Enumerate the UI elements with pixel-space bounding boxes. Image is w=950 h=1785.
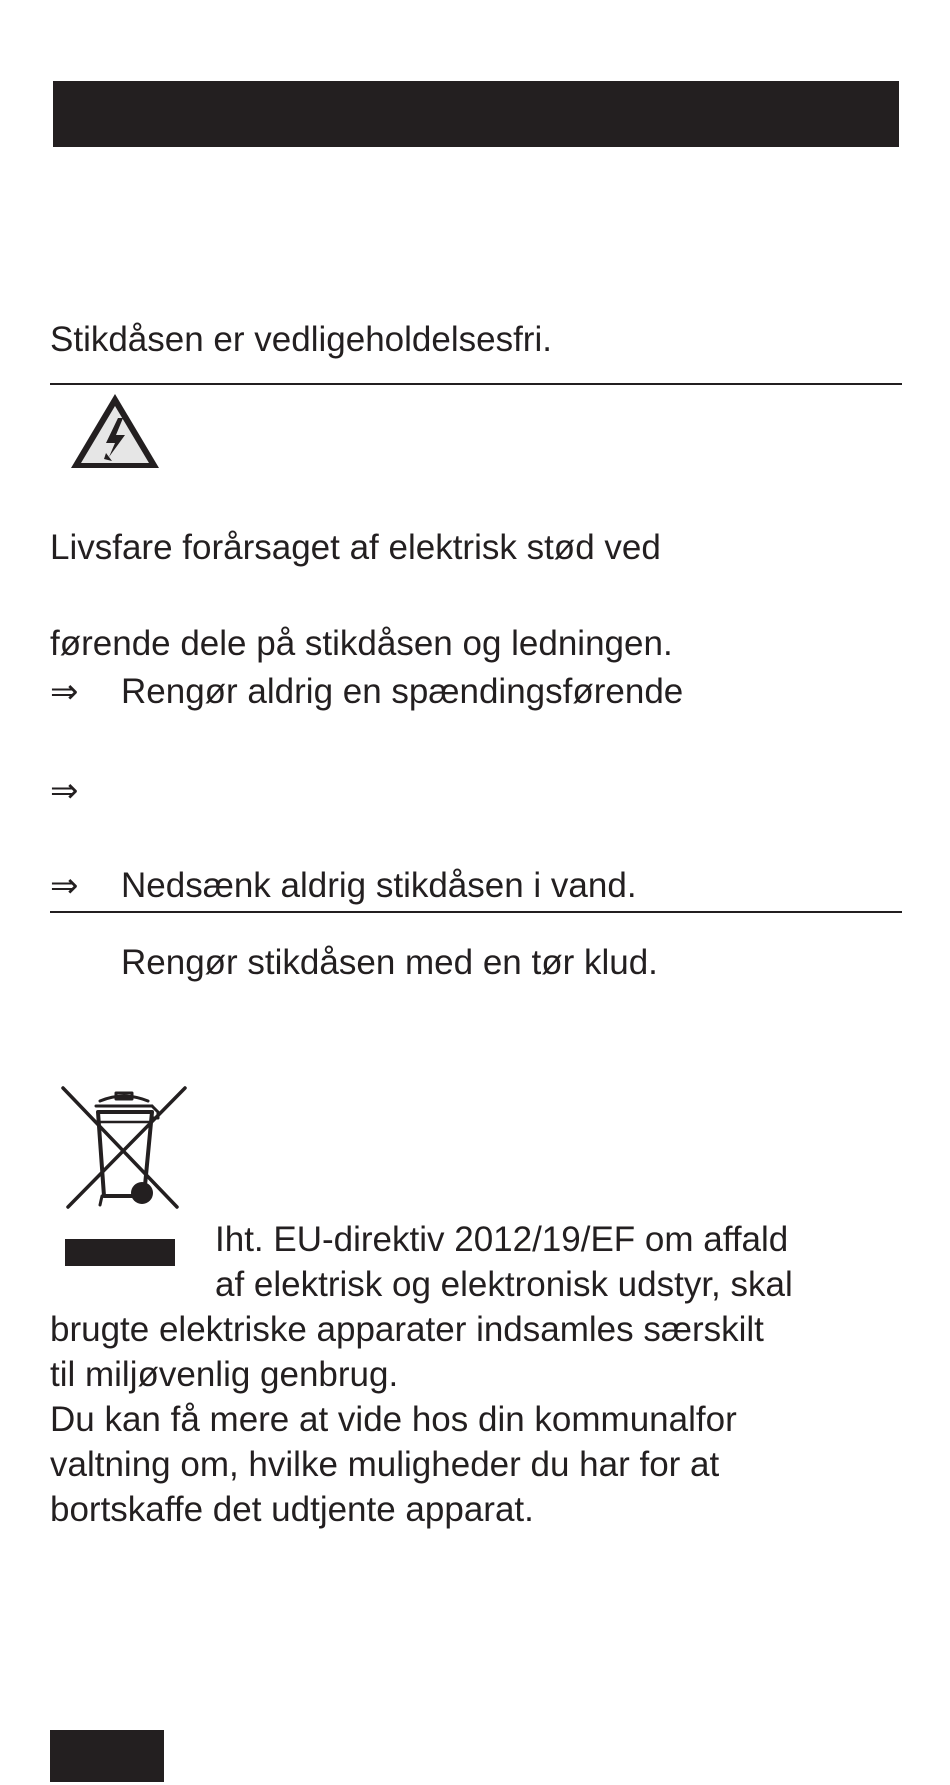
divider — [50, 911, 902, 913]
disposal-line-3: brugte elektriske apparater indsamles særskilt — [50, 1310, 764, 1349]
electric-hazard-warning-icon — [68, 391, 162, 471]
disposal-line-7: bortskaffe det udtjente apparat. — [50, 1490, 534, 1529]
divider — [50, 383, 902, 385]
section-header-bar — [53, 81, 899, 147]
warning-line-2: førende dele på stikdåsen og ledningen. — [50, 624, 673, 663]
disposal-line-5: Du kan få mere at vide hos din kommunalfor — [50, 1400, 737, 1439]
disposal-line-4: til miljøvenlig genbrug. — [50, 1355, 399, 1394]
cleaning-instruction-text: Rengør stikdåsen med en tør klud. — [121, 943, 658, 982]
crossed-out-wheelie-bin-icon — [60, 1085, 190, 1270]
disposal-line-6: valtning om, hvilke muligheder du har for at — [50, 1445, 720, 1484]
disposal-line-1: Iht. EU-direktiv 2012/19/EF om affald — [215, 1220, 789, 1259]
warning-bullet-1: Rengør aldrig en spændingsførende — [121, 672, 684, 711]
bullet-arrow-2: ⇒ — [50, 771, 79, 811]
bullet-arrow-1: ⇒ — [50, 672, 79, 712]
page-number-tab — [50, 1730, 164, 1782]
disposal-line-2: af elektrisk og elektronisk udstyr, skal — [215, 1265, 793, 1304]
warning-bullet-3: Nedsænk aldrig stikdåsen i vand. — [121, 866, 637, 905]
maintenance-intro-text: Stikdåsen er vedligeholdelsesfri. — [50, 320, 552, 359]
bullet-arrow-3: ⇒ — [50, 866, 79, 906]
warning-line-1: Livsfare forårsaget af elektrisk stød ved — [50, 528, 661, 567]
